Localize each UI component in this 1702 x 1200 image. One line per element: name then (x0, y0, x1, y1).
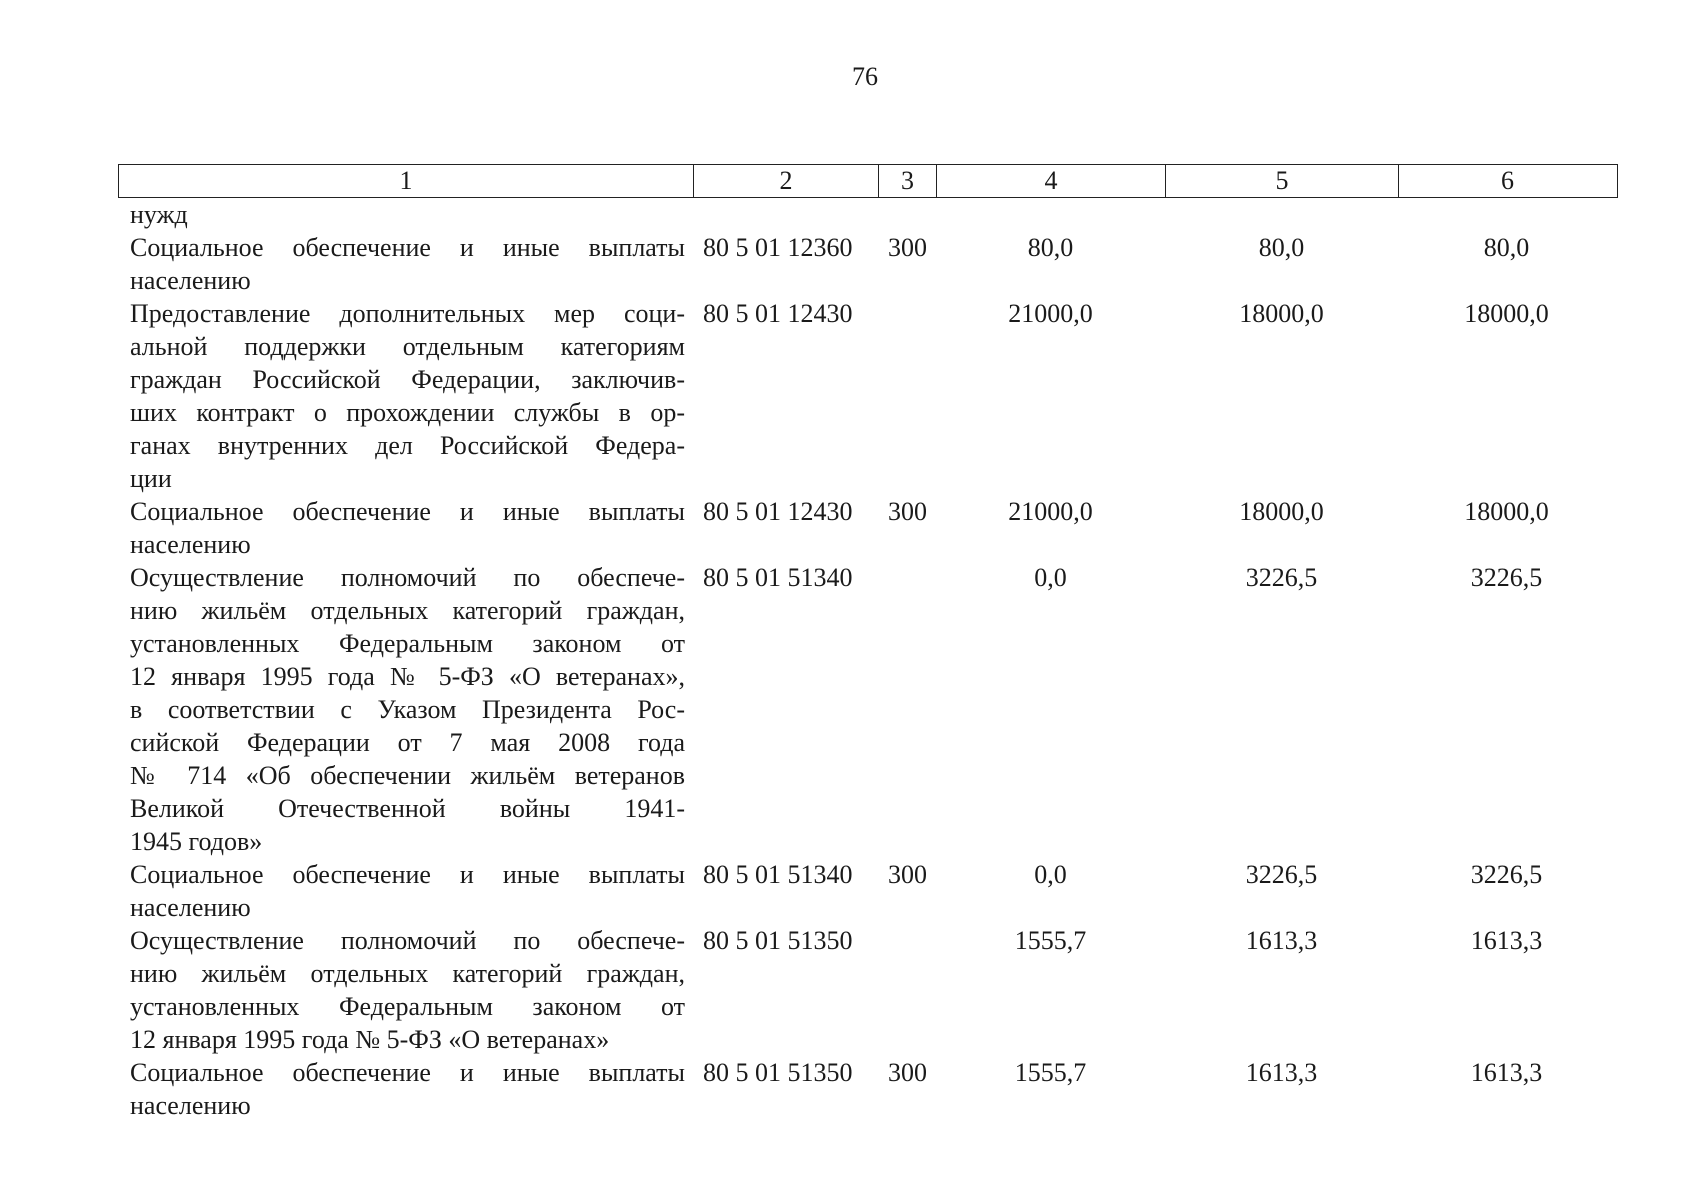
row-name-line: установленных Федеральным законом от (130, 992, 685, 1021)
row-name-line: населению (130, 893, 251, 922)
table-row (130, 495, 1618, 561)
row-name (130, 297, 693, 495)
row-name-line: установленных Федеральным законом от (130, 629, 685, 658)
row-value-5: 3226,5 (1245, 563, 1318, 592)
row-type: 300 (888, 233, 927, 262)
row-name-line: ших контракт о прохождении службы в ор- (130, 398, 685, 427)
row-value-6: 18000,0 (1464, 299, 1549, 328)
row-value-5: 3226,5 (1245, 860, 1318, 889)
table-row (130, 858, 1618, 924)
row-type: 300 (888, 860, 927, 889)
row-value-4: 80,0 (1027, 233, 1074, 262)
row-name-line: 1945 годов» (130, 827, 263, 856)
row-value-6: 18000,0 (1464, 497, 1549, 526)
header-col-4: 4 (937, 165, 1166, 197)
row-name-line: Социальное обеспечение и иные выплаты (130, 233, 685, 262)
row-value-5: 1613,3 (1245, 1058, 1318, 1087)
row-value-4: 0,0 (1034, 563, 1067, 592)
row-type: 300 (888, 1058, 927, 1087)
row-value-4: 21000,0 (1008, 299, 1093, 328)
header-col-6: 6 (1501, 166, 1514, 195)
row-value-5 (1165, 198, 1398, 231)
row-value-4: 21000,0 (1008, 497, 1093, 526)
row-name-line: 12 января 1995 года № 5-ФЗ «О ветеранах», (130, 662, 685, 691)
row-name (130, 231, 693, 297)
row-name-line: ганах внутренних дел Российской Федера- (130, 431, 685, 460)
row-name (130, 198, 693, 231)
row-name (130, 561, 693, 858)
row-value-4: 0,0 (1034, 860, 1067, 889)
row-type (878, 297, 936, 495)
row-name (130, 495, 693, 561)
table-row (130, 924, 1618, 1056)
row-name-line: Осуществление полномочий по обеспече- (130, 926, 685, 955)
row-name-line: нужд (130, 200, 188, 229)
table-body (118, 198, 1618, 1122)
row-name-line: ции (130, 464, 172, 493)
row-name-line: нию жильём отдельных категорий граждан, (130, 596, 685, 625)
row-name-line: Социальное обеспечение и иные выплаты (130, 497, 685, 526)
table-row (130, 561, 1618, 858)
row-value-4: 1555,7 (1014, 1058, 1087, 1087)
table-row (130, 1056, 1618, 1122)
row-name-line: альной поддержки отдельным категориям (130, 332, 685, 361)
table-header (118, 164, 1618, 198)
row-name-line: граждан Российской Федерации, заключив- (130, 365, 685, 394)
row-code: 80 5 01 51350 (703, 1058, 853, 1087)
row-code: 80 5 01 51340 (703, 860, 853, 889)
row-value-6: 1613,3 (1470, 1058, 1543, 1087)
row-value-5: 80,0 (1258, 233, 1305, 262)
header-col-1: 1 (119, 165, 694, 197)
row-name (130, 858, 693, 924)
row-name-line: в соответствии с Указом Президента Рос- (130, 695, 685, 724)
row-value-6: 80,0 (1483, 233, 1530, 262)
row-name-line: Предоставление дополнительных мер соци- (130, 299, 685, 328)
row-code: 80 5 01 12360 (703, 233, 853, 262)
row-code: 80 5 01 51350 (703, 926, 853, 955)
row-type: 300 (888, 497, 927, 526)
row-name-line: сийской Федерации от 7 мая 2008 года (130, 728, 685, 757)
budget-table (118, 164, 1618, 1122)
header-col-2: 2 (694, 165, 879, 197)
row-value-6 (1398, 198, 1615, 231)
row-name-line: 12 января 1995 года № 5-ФЗ «О ветеранах» (130, 1025, 610, 1054)
row-name-line: Социальное обеспечение и иные выплаты (130, 860, 685, 889)
row-value-5: 1613,3 (1245, 926, 1318, 955)
row-name-line: № 714 «Об обеспечении жильём ветеранов (130, 761, 685, 790)
row-type (878, 924, 936, 1056)
table-row (130, 198, 1618, 231)
row-value-6: 3226,5 (1470, 860, 1543, 889)
row-value-6: 3226,5 (1470, 563, 1543, 592)
row-name-line: населению (130, 266, 251, 295)
row-code (693, 198, 878, 231)
row-code: 80 5 01 51340 (703, 563, 853, 592)
row-type (878, 561, 936, 858)
row-name (130, 1056, 693, 1122)
row-code: 80 5 01 12430 (703, 299, 853, 328)
table-row (130, 297, 1618, 495)
row-value-5: 18000,0 (1239, 497, 1324, 526)
header-col-3: 3 (879, 165, 937, 197)
row-value-6: 1613,3 (1470, 926, 1543, 955)
row-name-line: Социальное обеспечение и иные выплаты (130, 1058, 685, 1087)
row-value-4 (936, 198, 1165, 231)
row-name-line: Великой Отечественной войны 1941- (130, 794, 685, 823)
row-value-5: 18000,0 (1239, 299, 1324, 328)
row-name-line: Осуществление полномочий по обеспече- (130, 563, 685, 592)
row-name-line: нию жильём отдельных категорий граждан, (130, 959, 685, 988)
page-number: 76 (852, 62, 878, 91)
row-code: 80 5 01 12430 (703, 497, 853, 526)
row-type (878, 198, 936, 231)
row-name-line: населению (130, 1091, 251, 1120)
row-value-4: 1555,7 (1014, 926, 1087, 955)
row-name-line: населению (130, 530, 251, 559)
table-row (130, 231, 1618, 297)
header-col-5: 5 (1166, 165, 1399, 197)
row-name (130, 924, 693, 1056)
